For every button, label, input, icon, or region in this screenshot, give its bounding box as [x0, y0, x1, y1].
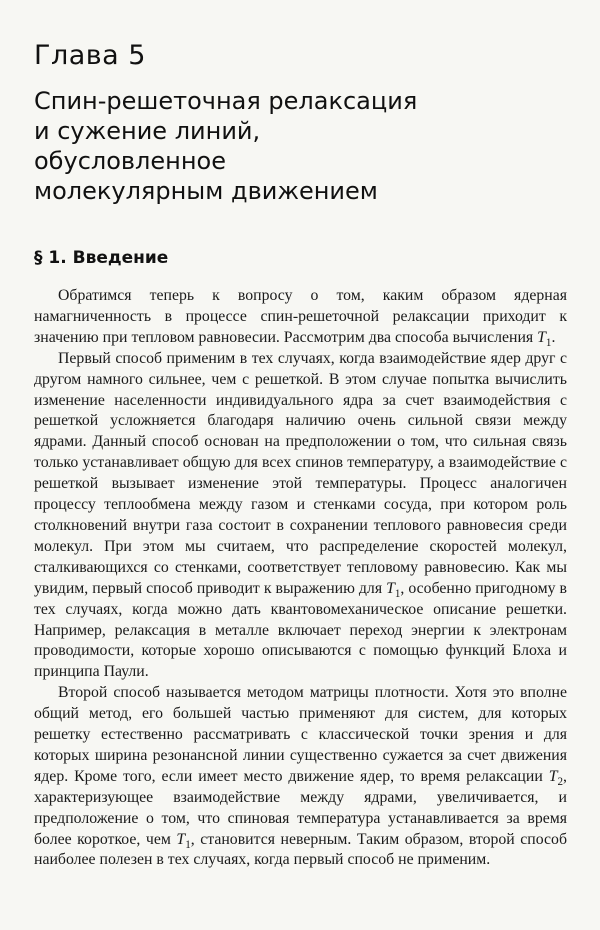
text-run: Обратимся теперь к вопросу о том, каким образом ядерная намагниченность в процессе спин-решеточной релаксации приходит к значению при тепловом равновесии. Рассмотрим два способа вычисления [34, 287, 567, 346]
text-run: , характеризующее взаимодействие между ядрами, увеличивается, и предположение о том, что спиновая температура устанавливается за время более короткое, чем [34, 767, 567, 848]
body-text [34, 286, 567, 871]
math-symbol: $T_1$ [176, 830, 191, 851]
text-run: , особенно пригодному в тех случаях, когда можно дать квантовомеханическое описание решетки. Например, релаксация в металле включает переход энергии к электронам проводимости, которые хорошо описываются с помощью функций Блоха и принципа Паули. [34, 579, 567, 681]
paragraph [34, 683, 567, 871]
chapter-title [34, 86, 574, 206]
chapter-title-line: Спин-решеточная релаксация [34, 87, 418, 115]
paragraph [34, 286, 567, 349]
text-run: , становится неверным. Таким образом, второй способ наиболее полезен в тех случаях, когда первый способ не применим. [34, 830, 567, 869]
paragraph [34, 349, 567, 684]
math-symbol: $T_1$ [537, 328, 552, 349]
chapter-title-line: молекулярным движением [34, 177, 378, 205]
chapter-title-line: и сужение линий, [34, 117, 261, 145]
chapter-title-line: обусловленное [34, 147, 226, 175]
math-symbol: $T_1$ [386, 579, 401, 600]
text-run: Второй способ называется методом матрицы плотности. Хотя это вполне общий метод, его большей частью применяют для систем, для которых решетку естественно рассматривать с классической точки зрения и для которых ширина резонансной линии существенно сужается за счет движения ядер. Кроме того, если имеет место движение ядер, то время релаксации [34, 684, 567, 785]
text-run: . [551, 328, 556, 346]
math-symbol: $T_2$ [548, 767, 564, 788]
section-heading: § 1. Введение [34, 248, 169, 268]
chapter-number: Глава 5 [34, 40, 146, 71]
text-run: Первый способ применим в тех случаях, когда взаимодействие ядер друг с другом намного сильнее, чем с решеткой. В этом случае попытка вычислить изменение населенности индивидуального ядра за счет взаимодействия с решеткой усложняется благодаря наличию очень сильной связи между ядрами. Данный способ основан на предположении о том, что сильная связь только устанавливает общую для всех спинов температуру, а взаимодействие с решеткой вызывает изменение этой температуры. Процесс аналогичен процессу теплообмена между газом и стенками сосуда, при котором роль столкновений внутри газа состоит в сохранении теплового равновесия среди молекул. При этом мы считаем, что распределение скоростей молекул, сталкивающихся со стенками, соответствует тепловому равновесию. Как мы увидим, первый способ приводит к выражению для [34, 349, 567, 597]
